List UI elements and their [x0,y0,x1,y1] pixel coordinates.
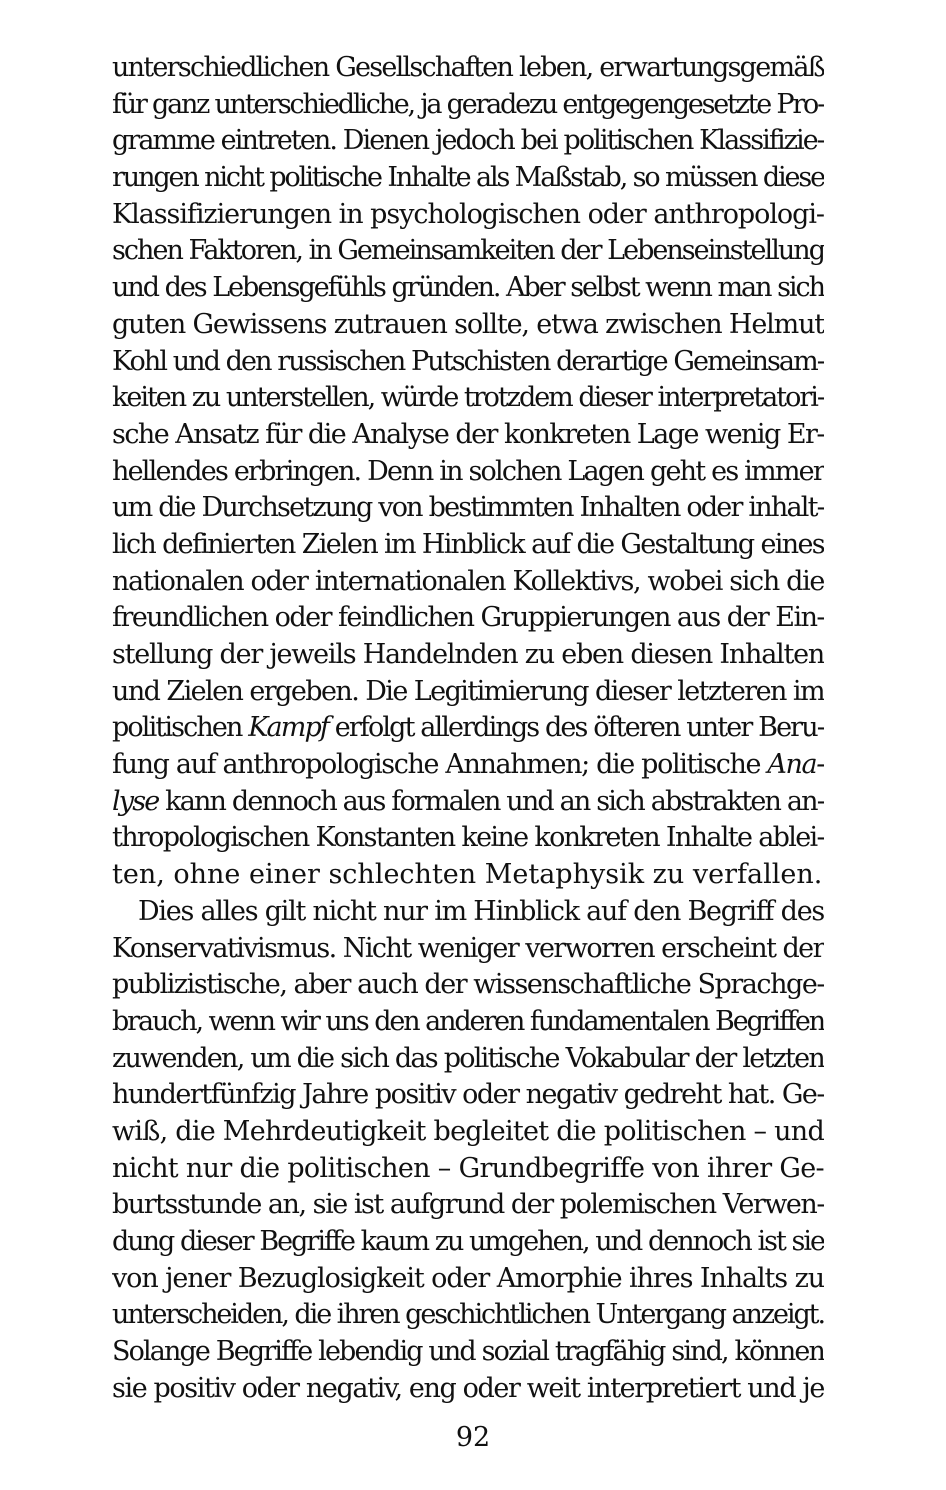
text-line: freundlichen oder feindlichen Gruppierungen aus der Ein- [112,602,824,634]
text-line: unterscheiden, die ihren geschichtlichen Untergang anzeigt. [112,1299,824,1331]
text-line: thropologischen Konstanten keine konkreten Inhalte ablei- [112,822,824,854]
text-line: brauch, wenn wir uns den anderen fundamentalen Begriffen [112,1005,824,1037]
text-line: stellung der jeweils Handelnden zu eben diesen Inhalten [112,639,824,670]
text-line-with-italic [112,747,824,784]
text-line: keiten zu unterstellen, würde trotzdem dieser interpretatori- [112,382,824,414]
text-line: unterschiedlichen Gesellschaften leben, erwartungsgemäß [112,52,824,83]
text-line: sche Ansatz für die Analyse der konkreten Lage wenig Er- [112,418,824,450]
text-line: zuwenden, um die sich das politische Vokabular der letzten [112,1042,824,1074]
text-line: schen Faktoren, in Gemeinsamkeiten der Lebenseinstellung [112,235,824,267]
text-line: hundertfünfzig Jahre positiv oder negativ gedreht hat. Ge- [112,1079,824,1111]
text-line: um die Durchsetzung von bestimmten Inhalten oder inhalt- [112,492,824,524]
text-line: nationalen oder internationalen Kollektivs, wobei sich die [112,565,824,597]
text-line: lich definierten Zielen im Hinblick auf die Gestaltung eines [112,528,824,560]
text-line: publizistische, aber auch der wissenschaftliche Sprachge- [112,969,824,1001]
text-line: Konservativismus. Nicht weniger verworren erscheint der [112,932,824,964]
text-line-with-italic [112,710,824,747]
text-line: hellendes erbringen. Denn in solchen Lagen geht es immer [112,455,824,487]
text-line: wiß, die Mehrdeutigkeit begleitet die politischen – und [112,1115,824,1147]
text-line: gramme eintreten. Dienen jedoch bei politischen Klassifizie- [112,125,824,157]
text-line: sie positiv oder negativ, eng oder weit interpretiert und je [112,1372,824,1404]
text-line: Solange Begriffe lebendig und sozial tragfähig sind, können [112,1336,824,1368]
body-text [112,50,824,1407]
text-line: für ganz unterschiedliche, ja geradezu entgegengesetzte Pro- [112,88,824,120]
text-line: dung dieser Begriffe kaum zu umgehen, und dennoch ist sie [112,1226,824,1257]
text-line: burtsstunde an, sie ist aufgrund der polemischen Verwen- [112,1189,824,1221]
italic-term-analyse: Ana- [767,749,824,781]
text-span: politischen [112,712,249,744]
italic-term-kampf: Kampf [248,712,329,744]
text-line: und des Lebensgefühls gründen. Aber selbst wenn man sich [112,272,824,304]
text-line: und Zielen ergeben. Die Legitimierung dieser letzteren im [112,675,824,707]
italic-term-analyse-cont: lyse [112,785,159,817]
page-number: 92 [455,1422,491,1453]
text-line: von jener Bezuglosigkeit oder Amorphie ihres Inhalts zu [112,1262,824,1294]
text-line: ten, ohne einer schlechten Metaphysik zu verfallen. [112,859,823,891]
text-line: Klassifizierungen in psychologischen oder anthropologi- [112,198,824,230]
text-line-with-italic [112,784,824,821]
text-span: erfolgt allerdings des öfteren unter Beru- [328,712,824,744]
text-span: fung auf anthropologische Annahmen; die politische [112,749,768,781]
text-span: kann dennoch aus formalen und an sich abstrakten an- [158,785,824,817]
paragraph-2-first-line: Dies alles gilt nicht nur im Hinblick auf den Begriff des [138,895,824,927]
text-line: guten Gewissens zutrauen sollte, etwa zwischen Helmut [112,308,824,340]
text-line: nicht nur die politischen – Grundbegriffe von ihrer Ge- [112,1152,824,1184]
text-line: rungen nicht politische Inhalte als Maßstab, so müssen diese [112,162,824,194]
text-line: Kohl und den russischen Putschisten derartige Gemeinsam- [112,345,824,377]
